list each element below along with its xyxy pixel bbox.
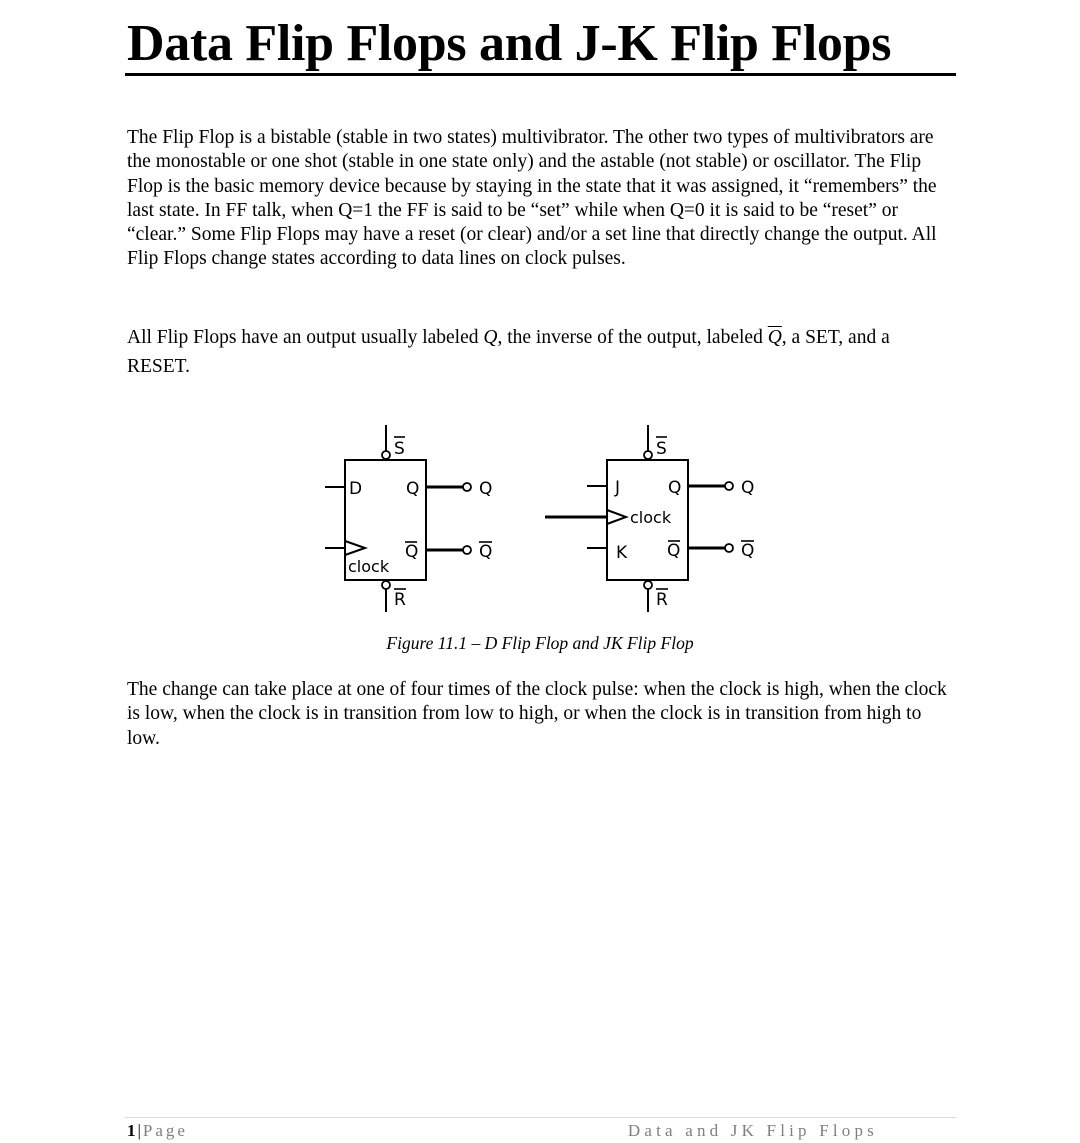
jk-ff-reset-label: R	[656, 590, 668, 610]
d-ff-clock-label: clock	[348, 557, 390, 576]
page-title: Data Flip Flops and J-K Flip Flops	[127, 15, 892, 72]
outputs-text-c: , a SET, and a RESET.	[127, 327, 890, 377]
outputs-paragraph	[127, 323, 957, 381]
d-ff-qbar-label: Q	[405, 542, 419, 562]
d-ff-qbar-bubble	[463, 546, 471, 554]
jk-ff-out-q-label: Q	[741, 478, 755, 498]
d-ff-out-qbar-label: Q	[479, 542, 493, 562]
d-ff-data-label: D	[349, 479, 363, 499]
page-number: 1	[127, 1121, 136, 1140]
jk-ff-j-label: J	[615, 478, 621, 498]
jk-ff-reset-bubble	[644, 581, 652, 589]
jk-ff-clock-triangle	[607, 510, 626, 524]
page-separator: |	[137, 1121, 141, 1140]
jk-ff-set-bubble	[644, 451, 652, 459]
d-ff-q-bubble	[463, 483, 471, 491]
d-ff-reset-label: R	[394, 590, 406, 610]
jk-ff-q-label: Q	[668, 478, 682, 498]
d-ff-q-label: Q	[406, 479, 420, 499]
q-bar-symbol: $\overline{Q}$	[767, 327, 782, 348]
outputs-text-b: , the inverse of the output, labeled	[497, 327, 768, 348]
d-ff-set-bubble	[382, 451, 390, 459]
q-symbol: Q	[483, 327, 498, 348]
d-ff-out-q-label: Q	[479, 479, 493, 499]
jk-ff-q-bubble	[725, 482, 733, 490]
intro-paragraph: The Flip Flop is a bistable (stable in two states) multivibrator. The other two types of multivibrators are the monostable or one shot (stable in one state only) and the astable (not stable) or oscillator. The Flip Flop is the basic memory device because by staying in the state that it was assigned, it “remembers” the last state. In FF talk, when Q=1 the FF is said to be “set” while when Q=0 it is said to be “reset” or “clear.” Some Flip Flops may have a reset (or clear) and/or a set line that directly change the output. All Flip Flops change states according to data lines on clock pulses.	[127, 127, 937, 270]
page-label: Page	[142, 1121, 188, 1140]
d-ff-set-label: S	[394, 439, 405, 459]
d-flip-flop-diagram	[325, 425, 492, 612]
jk-ff-qbar-label: Q	[667, 541, 681, 561]
d-ff-reset-bubble	[382, 581, 390, 589]
flip-flop-figure	[300, 415, 780, 620]
footer-page-number	[127, 1120, 188, 1142]
jk-ff-k-label: K	[616, 543, 628, 563]
footer-running-title: Data and JK Flip Flops	[627, 1121, 878, 1140]
footer-divider	[125, 1117, 956, 1118]
title-underline	[125, 73, 956, 76]
figure-caption: Figure 11.1 – D Flip Flop and JK Flip Flop	[386, 633, 694, 653]
d-ff-clock-triangle	[345, 541, 365, 555]
jk-ff-qbar-bubble	[725, 544, 733, 552]
jk-ff-out-qbar-label: Q	[741, 541, 755, 561]
outputs-text-a: All Flip Flops have an output usually labeled	[127, 327, 484, 348]
jk-ff-clock-label: clock	[630, 508, 672, 527]
clock-timing-paragraph: The change can take place at one of four times of the clock pulse: when the clock is high, when the clock is low, when the clock is in transition from low to high, or when the clock is in transition from high to low.	[127, 679, 947, 749]
jk-ff-set-label: S	[656, 439, 667, 459]
